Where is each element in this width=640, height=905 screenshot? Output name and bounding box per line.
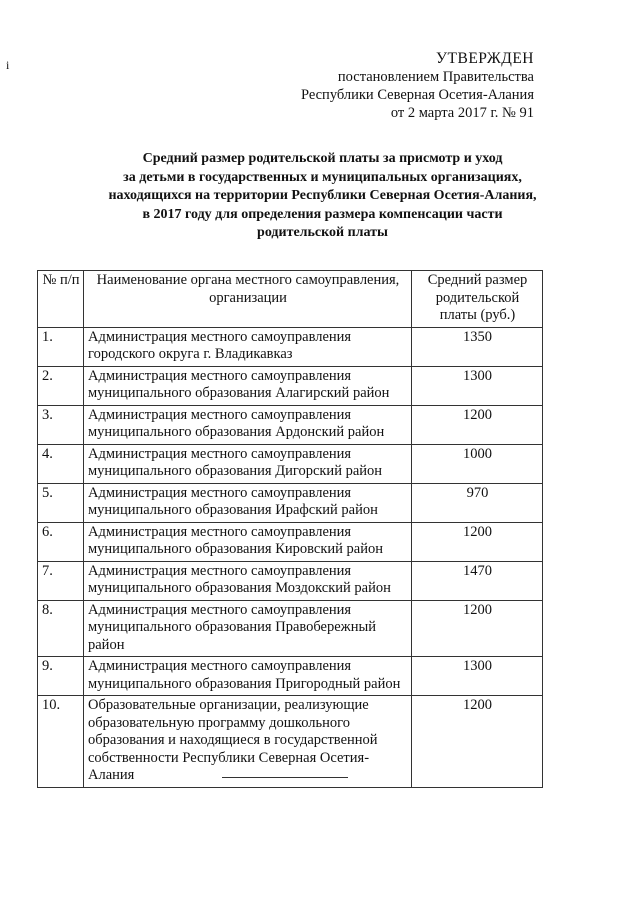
approval-line: постановлением Правительства — [337, 69, 534, 85]
closing-rule — [222, 777, 348, 778]
table-row — [38, 444, 543, 483]
title-line: родительской платы — [257, 225, 388, 240]
row-organization: Администрация местного самоуправления муниципального образования Кировский район — [84, 522, 412, 561]
fee-table — [37, 270, 543, 788]
row-number: 5. — [38, 483, 84, 522]
row-number: 4. — [38, 444, 84, 483]
row-fee: 1000 — [412, 444, 543, 483]
table-row — [38, 657, 543, 696]
row-fee: 1300 — [412, 366, 543, 405]
row-fee: 1200 — [412, 600, 543, 657]
approval-heading: УТВЕРЖДЕН — [436, 50, 534, 67]
table-row — [38, 327, 543, 366]
row-number: 9. — [38, 657, 84, 696]
row-number: 2. — [38, 366, 84, 405]
header-value: Средний размер родительской платы (руб.) — [412, 271, 543, 328]
title-line: Средний размер родительской платы за присмотр и уход — [142, 151, 503, 166]
approval-line: Республики Северная Осетия-Алания — [300, 87, 534, 103]
approval-block — [301, 50, 534, 122]
row-organization: Администрация местного самоуправления муниципального образования Ардонский район — [84, 405, 412, 444]
row-fee: 1300 — [412, 657, 543, 696]
row-organization: Администрация местного самоуправления муниципального образования Ирафский район — [84, 483, 412, 522]
table-row — [38, 561, 543, 600]
table-row — [38, 405, 543, 444]
row-organization: Образовательные организации, реализующие образовательную программу дошкольного образования и находящиеся в государственной собственности Республики Северная Осетия-Алания — [84, 696, 412, 788]
row-fee: 970 — [412, 483, 543, 522]
row-organization: Администрация местного самоуправления муниципального образования Дигорский район — [84, 444, 412, 483]
row-organization: Администрация местного самоуправления муниципального образования Моздокский район — [84, 561, 412, 600]
table-row — [38, 366, 543, 405]
row-fee: 1200 — [412, 405, 543, 444]
header-name: Наименование органа местного самоуправления, организации — [84, 271, 412, 328]
title-line: в 2017 году для определения размера компенсации части — [142, 206, 503, 222]
row-number: 3. — [38, 405, 84, 444]
row-organization: Администрация местного самоуправления муниципального образования Алагирский район — [84, 366, 412, 405]
row-fee: 1200 — [412, 696, 543, 788]
row-organization: Администрация местного самоуправления муниципального образования Правобережный район — [84, 600, 412, 657]
row-organization: Администрация местного самоуправления городского округа г. Владикавказ — [84, 327, 412, 366]
margin-mark: i — [6, 58, 10, 72]
row-fee: 1200 — [412, 522, 543, 561]
row-number: 7. — [38, 561, 84, 600]
title-line: находящихся на территории Республики Северная Осетия-Алания, — [108, 188, 537, 203]
document-title — [40, 150, 605, 243]
table-row — [38, 696, 543, 788]
row-fee: 1350 — [412, 327, 543, 366]
table-header-row — [38, 271, 543, 328]
row-number: 6. — [38, 522, 84, 561]
row-fee: 1470 — [412, 561, 543, 600]
row-number: 8. — [38, 600, 84, 657]
header-num: № п/п — [38, 271, 84, 328]
table-row — [38, 600, 543, 657]
row-number: 10. — [38, 696, 84, 788]
title-line: за детьми в государственных и муниципальных организациях, — [123, 169, 522, 185]
table-row — [38, 522, 543, 561]
row-organization: Администрация местного самоуправления муниципального образования Пригородный район — [84, 657, 412, 696]
row-number: 1. — [38, 327, 84, 366]
table-row — [38, 483, 543, 522]
approval-date-line: от 2 марта 2017 г. № 91 — [390, 105, 534, 121]
